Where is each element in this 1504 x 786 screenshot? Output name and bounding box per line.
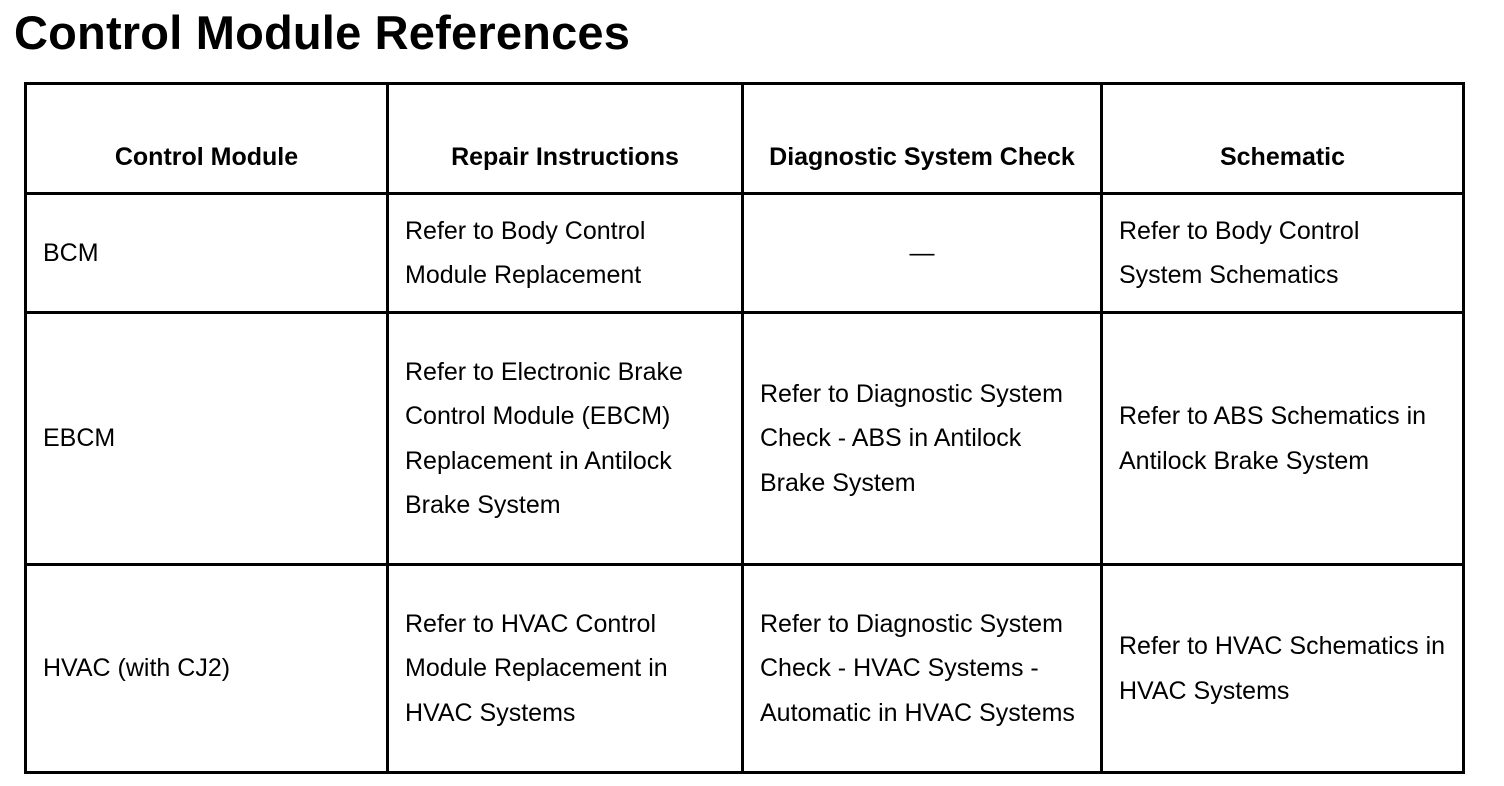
- cell-diagnostic-system-check: Refer to Diagnostic System Check - HVAC Systems - Automatic in HVAC Systems: [743, 565, 1102, 773]
- page-title: Control Module References: [14, 6, 631, 59]
- cell-control-module: HVAC (with CJ2): [26, 565, 388, 773]
- cell-control-module: BCM: [26, 194, 388, 313]
- table-row: [26, 313, 1464, 565]
- table-row: [26, 194, 1464, 313]
- cell-schematic: Refer to Body Control System Schematics: [1102, 194, 1464, 313]
- cell-schematic: Refer to ABS Schematics in Antilock Brake System: [1102, 313, 1464, 565]
- header-control-module: Control Module: [26, 84, 388, 194]
- cell-diagnostic-system-check: —: [743, 194, 1102, 313]
- cell-diagnostic-system-check: Refer to Diagnostic System Check - ABS in Antilock Brake System: [743, 313, 1102, 565]
- header-diagnostic-system-check: Diagnostic System Check: [743, 84, 1102, 194]
- header-schematic: Schematic: [1102, 84, 1464, 194]
- cell-repair-instructions: Refer to Body Control Module Replacement: [388, 194, 743, 313]
- cell-repair-instructions: Refer to HVAC Control Module Replacement in HVAC Systems: [388, 565, 743, 773]
- header-repair-instructions: Repair Instructions: [388, 84, 743, 194]
- cell-repair-instructions: Refer to Electronic Brake Control Module (EBCM) Replacement in Antilock Brake System: [388, 313, 743, 565]
- table-row: [26, 565, 1464, 773]
- cell-control-module: EBCM: [26, 313, 388, 565]
- cell-schematic: Refer to HVAC Schematics in HVAC Systems: [1102, 565, 1464, 773]
- table-header-row: [26, 84, 1464, 194]
- control-module-references-table: [24, 82, 1465, 774]
